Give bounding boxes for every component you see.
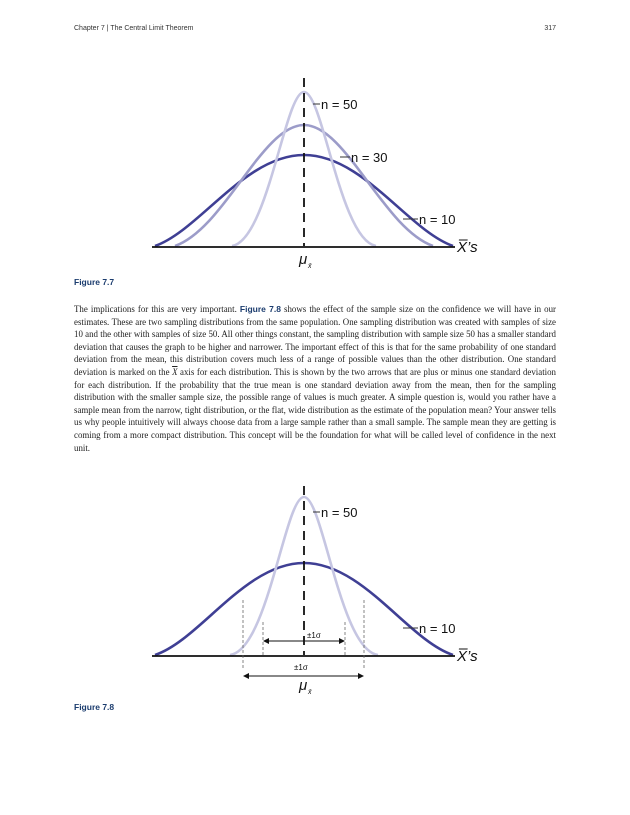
mu-subscript: x̄ (308, 689, 312, 695)
mu-label: μ (299, 251, 308, 268)
body-paragraph (74, 303, 556, 454)
figure-7-8-caption: Figure 7.8 (74, 702, 115, 712)
label-n10: n = 10 (419, 621, 456, 636)
mu-label: μ (299, 677, 308, 694)
sd-arrow-inner-right-head (339, 638, 345, 644)
paragraph-text-1: The implications for this are very important. (74, 304, 240, 314)
paragraph-text-2: shows the effect of the sample size on the confidence we will have in our estimates. These are two sampling distributions from the same population. One sampling distribution was created with samples of size 10 and the other with samples of size 50. All other things constant, the sampling distribution with sample size 50 has a smaller standard deviation that causes the graph to be higher and narrower. The important effect of this is that for the same probability of one standard deviation from the mean, this distribution covers much less of a range of possible values than the other distribution. One standard deviation is marked on the (74, 304, 556, 377)
chapter-title: Chapter 7 | The Central Limit Theorem (74, 25, 194, 32)
figure-reference-link[interactable]: Figure 7.8 (239, 304, 281, 314)
label-n10: n = 10 (419, 212, 456, 227)
xbar-symbol: $\overline{X}$ (172, 366, 178, 377)
figure-7-8 (0, 480, 630, 695)
sd-label-outer: ±1σ (294, 663, 308, 672)
sd-arrow-outer-left-head (243, 673, 249, 679)
mu-subscript: x̄ (308, 263, 312, 270)
label-n30: n = 30 (351, 150, 388, 165)
sd-arrow-inner-left-head (263, 638, 269, 644)
page-number: 317 (544, 25, 556, 32)
sd-label-inner: ±1σ (307, 631, 321, 640)
label-n50: n = 50 (321, 505, 358, 520)
figure-7-7 (0, 70, 630, 275)
x-axis-label: X̅’s (457, 239, 478, 256)
figure-7-7-caption: Figure 7.7 (74, 277, 115, 287)
paragraph-text-3: axis for each distribution. This is shown by the two arrows that are plus or minus one standard deviation for each distribution. If the probability that the true mean is one standard deviation away from the mean, then for the sampling distribution with the smaller sample size, the possible range of values is much greater. A simple question is, would you rather have a sample mean from the narrow, tight distribution, or the flat, wide distribution as the estimate of the population mean? Your answer tells us why people intuitively will always choose data from a large sample rather than a small sample. The sample mean they are getting is coming from a more compact distribution. This concept will be the foundation for what will be called level of confidence in the next unit. (74, 366, 556, 453)
sd-arrow-outer-right-head (358, 673, 364, 679)
label-n50: n = 50 (321, 97, 358, 112)
page-header (74, 25, 556, 37)
x-axis-label: X̅’s (457, 648, 478, 665)
